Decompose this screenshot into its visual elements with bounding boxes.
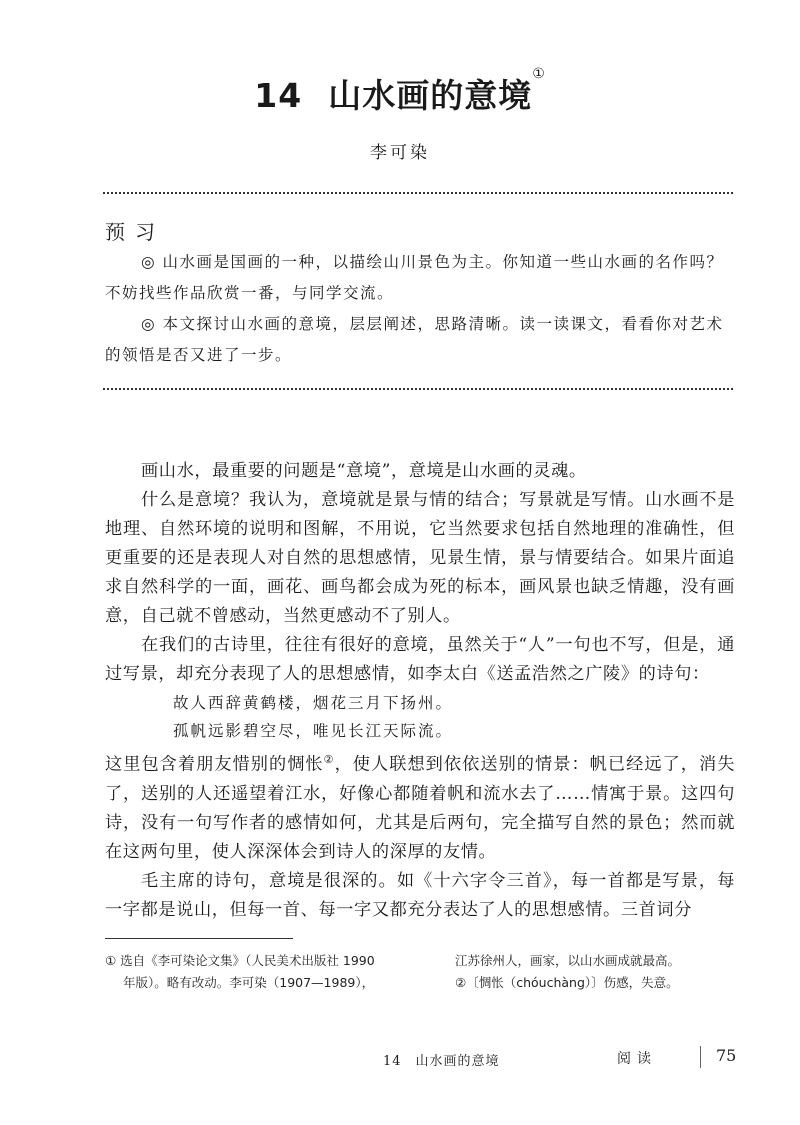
preview-item-2: ◎ 本文探讨山水画的意境，层层阐述，思路清晰。读一读课文，看看你对艺术的领悟是否又进了一步。: [105, 315, 724, 364]
footer-section: 阅读: [617, 1051, 657, 1067]
dotted-divider-bottom: [103, 388, 733, 390]
footnote-2: ②〔惆怅（chóuchàng）〕伤感，失意。: [455, 975, 679, 990]
paragraph-4: [105, 745, 735, 867]
footer-chapter: 14 山水画的意境: [383, 1054, 500, 1069]
footnote-1-line-1: ① 选自《李可染论文集》（人民美术出版社 1990: [105, 953, 375, 968]
footnote-1-line-3: 江苏徐州人，画家，以山水画成就最高。: [455, 953, 681, 968]
footer-divider: [700, 1046, 701, 1068]
poem-line-1: 故人西辞黄鹤楼，烟花三月下扬州。: [173, 694, 454, 712]
page-number: 75: [716, 1046, 737, 1065]
page-footer: [0, 1048, 800, 1078]
paragraph-5: 毛主席的诗句，意境是很深的。如《十六字令三首》，每一首都是写景，每一字都是说山，但每一首、每一字又都充分表达了人的思想感情。三首词分: [105, 870, 735, 920]
title-footnote-marker: ①: [532, 66, 546, 82]
paragraph-4-start: 这里包含着朋友惜别的惆怅: [105, 754, 324, 775]
paragraph-3: 在我们的古诗里，往往有很好的意境，虽然关于“人”一句也不写，但是，通过写景，却充分表现了人的思想感情，如李太白《送孟浩然之广陵》的诗句：: [105, 635, 735, 684]
paragraph-4-rest: ，使人联想到依依送别的情景：帆已经远了，消失了，送别的人还遥望着江水，好像心都随着帆和流水去了……情寓于景。这四句诗，没有一句写作者的感情如何，尤其是后两句，完全描写自然的景色；然而就在这两句里，使人深深体会到诗人的深厚的友情。: [105, 754, 736, 862]
main-text: [105, 457, 735, 925]
dotted-divider-top: [103, 192, 733, 194]
author-name: 李可染: [370, 143, 430, 163]
preview-item-1: ◎ 山水画是国画的一种，以描绘山川景色为主。你知道一些山水画的名作吗？不妨找些作品欣赏一番，与同学交流。: [105, 253, 724, 302]
footnotes-left: [105, 950, 405, 994]
paragraph-2: 什么是意境？我认为，意境就是景与情的结合；写景就是写情。山水画不是地理、自然环境的说明和图解，不用说，它当然要求包括自然地理的准确性，但更重要的还是表现人对自然的思想感情，见景生情，景与情要结合。如果片面追求自然科学的一面，画花、画鸟都会成为死的标本，画风景也缺乏情趣，没有画意，自己就不曾感动，当然更感动不了别人。: [105, 490, 735, 626]
paragraph-1: 画山水，最重要的问题是“意境”，意境是山水画的灵魂。: [141, 461, 587, 481]
lesson-title: [0, 66, 800, 117]
footnotes-right: [455, 950, 745, 994]
lesson-number: 14: [254, 76, 303, 115]
footnote-1-line-2: 年版）。略有改动。李可染（1907—1989），: [123, 975, 375, 990]
poem-line-2: 孤帆远影碧空尽，唯见长江天际流。: [173, 722, 454, 740]
lesson-title-text: 山水画的意境: [328, 76, 533, 115]
footnote-rule: [105, 938, 293, 939]
preview-heading: 预习: [105, 220, 165, 244]
footnote-marker-2: ②: [323, 753, 335, 766]
